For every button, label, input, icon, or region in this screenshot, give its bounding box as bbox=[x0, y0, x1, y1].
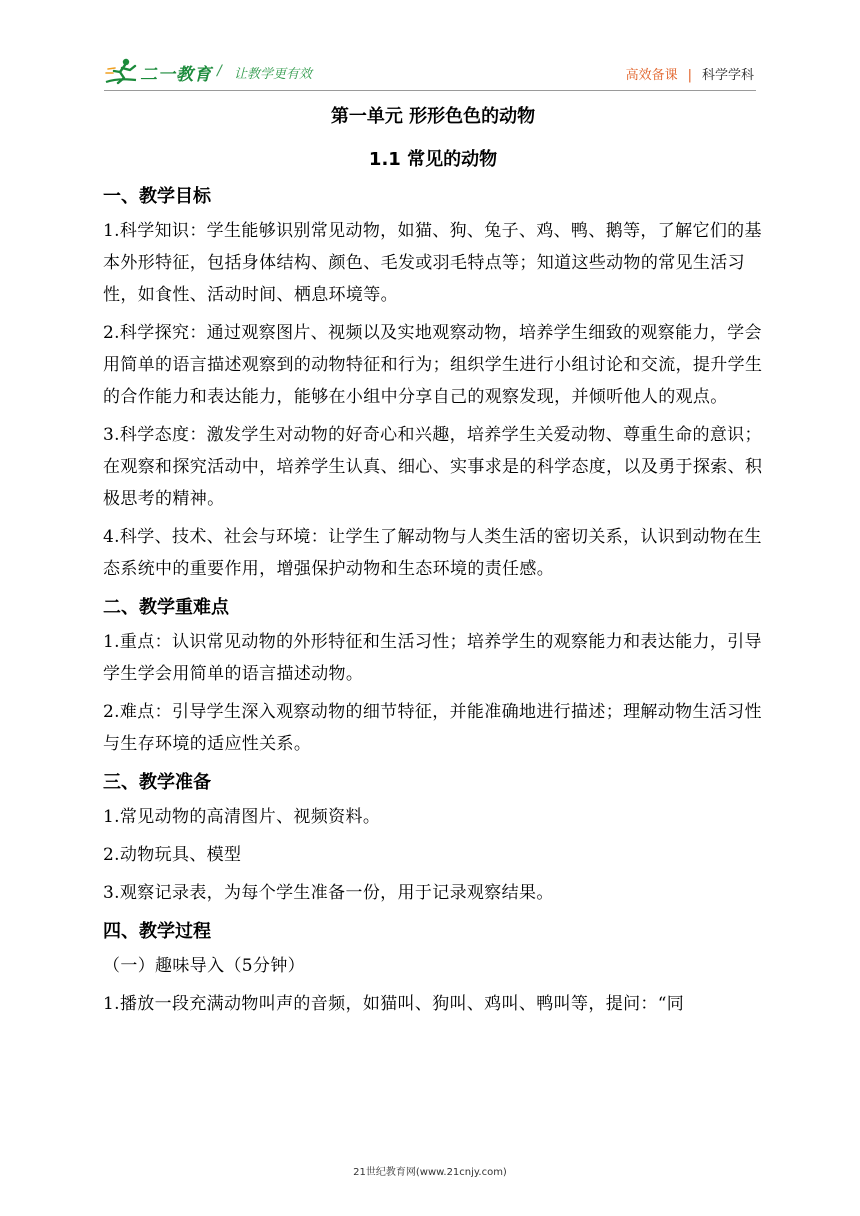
paragraph: 2.难点：引导学生深入观察动物的细节特征，并能准确地进行描述；理解动物生活习性与生存环境的适应性关系。 bbox=[103, 702, 762, 754]
brand-slogan: 让教学更有效 bbox=[234, 67, 313, 82]
paragraph: 1.科学知识：学生能够识别常见动物，如猫、狗、兔子、鸡、鸭、鹅等，了解它们的基本外形特征，包括身体结构、颜色、毛发或羽毛特点等；知道这些动物的常见生活习性，如食性、活动时间、栖息环境等。 bbox=[103, 221, 762, 305]
header-category: 高效备课 bbox=[625, 68, 678, 83]
paragraph: 1.播放一段充满动物叫声的音频，如猫叫、狗叫、鸡叫、鸭叫等，提问：“同 bbox=[103, 994, 685, 1014]
section-heading: 二、教学重难点 bbox=[103, 597, 229, 618]
paragraph: 1.常见动物的高清图片、视频资料。 bbox=[103, 807, 381, 827]
page-footer: 21世纪教育网(www.21cnjy.com) bbox=[353, 1167, 507, 1178]
paragraph: 2.科学探究：通过观察图片、视频以及实地观察动物，培养学生细致的观察能力，学会用简单的语言描述观察到的动物特征和行为；组织学生进行小组讨论和交流，提升学生的合作能力和表达能力，能够在小组中分享自己的观察发现，并倾听他人的观点。 bbox=[103, 323, 763, 407]
document-title: 第一单元 形形色色的动物 bbox=[330, 106, 536, 127]
document-body bbox=[103, 103, 763, 1020]
paragraph: 3.科学态度：激发学生对动物的好奇心和兴趣，培养学生关爱动物、尊重生命的意识；在观察和探究活动中，培养学生认真、细心、实事求是的科学态度，以及勇于探索、积极思考的精神。 bbox=[103, 425, 763, 509]
paragraph: （一）趣味导入（5分钟） bbox=[103, 956, 306, 976]
header-subject: 科学学科 bbox=[701, 68, 754, 83]
brand-name: 二一教育 bbox=[140, 65, 212, 85]
section-heading: 四、教学过程 bbox=[103, 921, 211, 942]
header-separator: | bbox=[687, 68, 692, 83]
paragraph: 2.动物玩具、模型 bbox=[103, 845, 242, 865]
header-divider bbox=[104, 90, 756, 91]
document-subtitle: 1.1 常见的动物 bbox=[368, 149, 498, 170]
header-right bbox=[626, 64, 754, 83]
header-slash: / bbox=[217, 63, 222, 79]
section-heading: 三、教学准备 bbox=[103, 772, 211, 793]
paragraph: 1.重点：认识常见动物的外形特征和生活习性；培养学生的观察能力和表达能力，引导学生学会用简单的语言描述动物。 bbox=[103, 632, 762, 684]
section-heading: 一、教学目标 bbox=[103, 186, 211, 207]
paragraph: 3.观察记录表，为每个学生准备一份，用于记录观察结果。 bbox=[103, 883, 554, 903]
page-header bbox=[0, 0, 860, 100]
paragraph: 4.科学、技术、社会与环境：让学生了解动物与人类生活的密切关系，认识到动物在生态系统中的重要作用，增强保护动物和生态环境的责任感。 bbox=[103, 527, 762, 579]
